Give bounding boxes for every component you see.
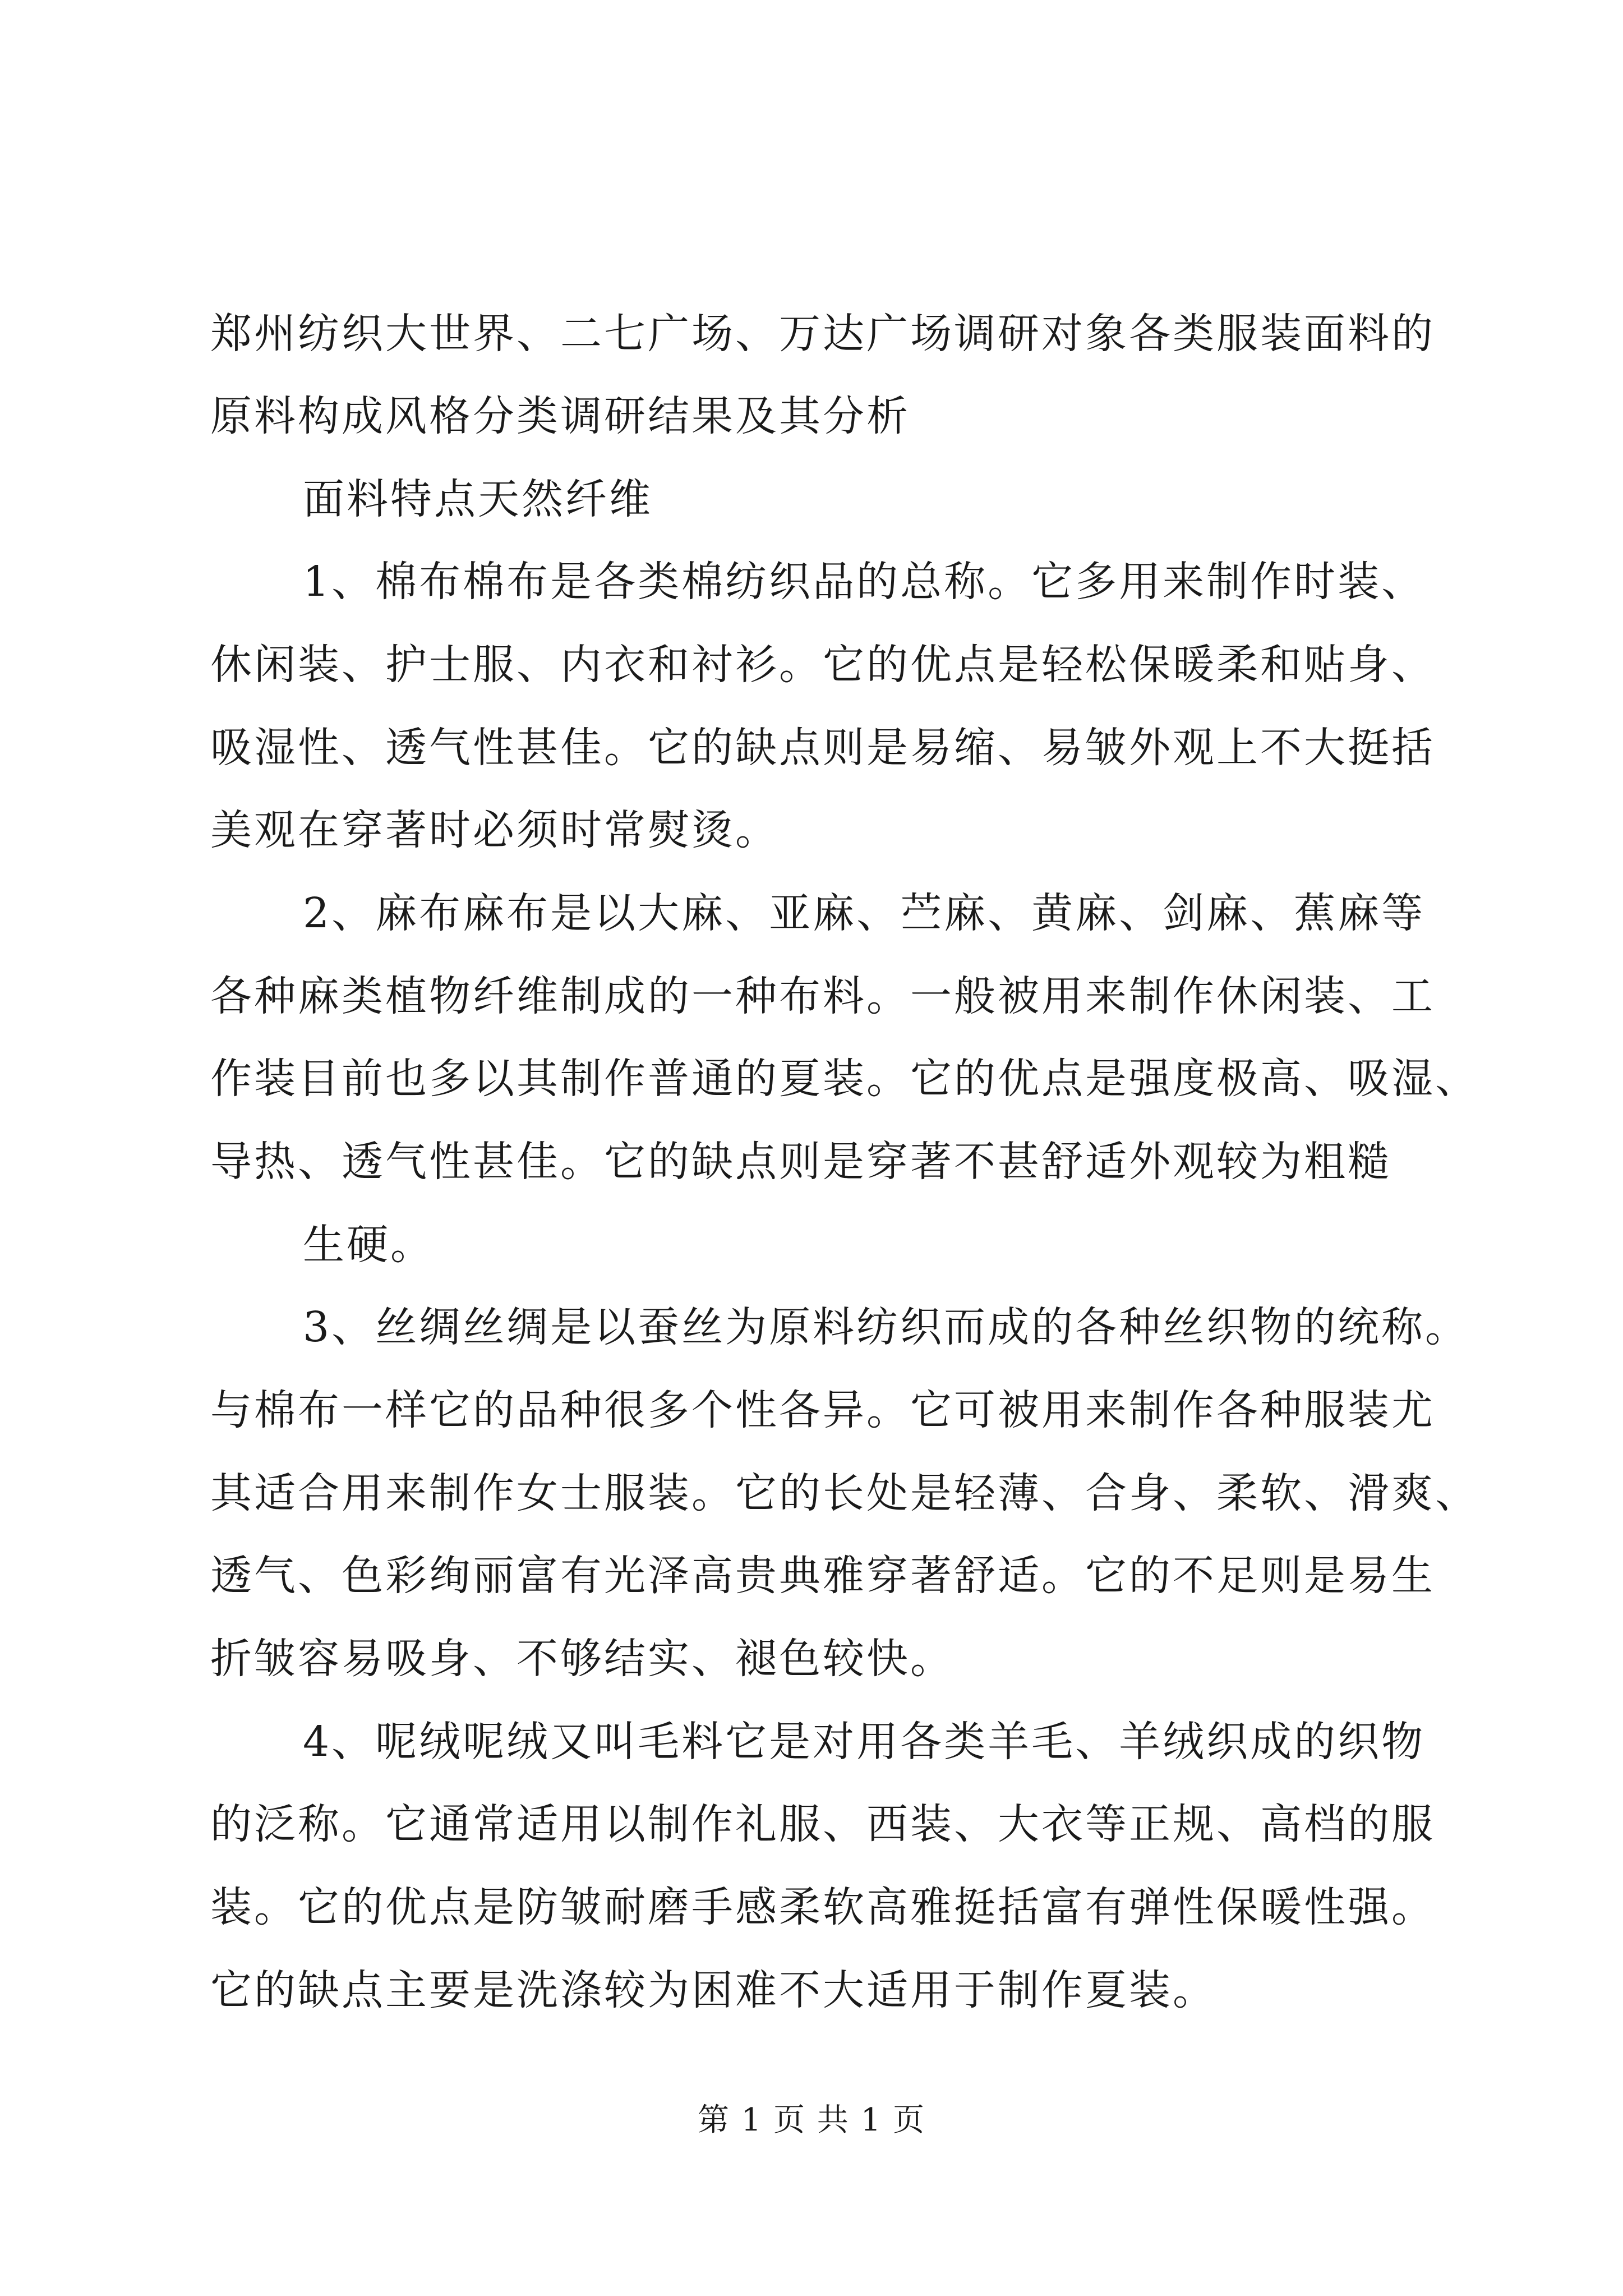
paragraph-3-line-4: 透气、色彩绚丽富有光泽高贵典雅穿著舒适。它的不足则是易生 (210, 1552, 1435, 1600)
page-number-footer: 第 1 页 共 1 页 (697, 2102, 926, 2138)
paragraph-4-line-3: 装。它的优点是防皱耐磨手感柔软高雅挺括富有弹性保暖性强。 (210, 1883, 1435, 1931)
paragraph-4-line-1: 4、呢绒呢绒又叫毛料它是对用各类羊毛、羊绒织成的织物 (303, 1718, 1426, 1766)
paragraph-1-line-4: 美观在穿著时必须时常熨烫。 (210, 806, 779, 854)
document-title-line-1: 郑州纺织大世界、二七广场、万达广场调研对象各类服装面料的 (210, 310, 1435, 358)
paragraph-2-line-1: 2、麻布麻布是以大麻、亚麻、苎麻、黄麻、剑麻、蕉麻等 (303, 889, 1426, 937)
paragraph-2-line-3: 作装目前也多以其制作普通的夏装。它的优点是强度极高、吸湿、 (210, 1055, 1479, 1103)
paragraph-2-line-5: 生硬。 (303, 1221, 434, 1269)
paragraph-3-line-1: 3、丝绸丝绸是以蚕丝为原料纺织而成的各种丝织物的统称。 (303, 1303, 1469, 1351)
paragraph-3-line-3: 其适合用来制作女士服装。它的长处是轻薄、合身、柔软、滑爽、 (210, 1469, 1479, 1517)
paragraph-1-line-2: 休闲装、护士服、内衣和衬衫。它的优点是轻松保暖柔和贴身、 (210, 641, 1435, 689)
paragraph-3-line-5: 折皱容易吸身、不够结实、褪色较快。 (210, 1635, 954, 1683)
paragraph-1-line-1: 1、棉布棉布是各类棉纺织品的总称。它多用来制作时装、 (303, 558, 1426, 606)
paragraph-4-line-4: 它的缺点主要是洗涤较为困难不大适用于制作夏装。 (210, 1966, 1216, 2014)
paragraph-1-line-3: 吸湿性、透气性甚佳。它的缺点则是易缩、易皱外观上不大挺括 (210, 724, 1435, 772)
paragraph-2-line-2: 各种麻类植物纤维制成的一种布料。一般被用来制作休闲装、工 (210, 972, 1435, 1020)
paragraph-4-line-2: 的泛称。它通常适用以制作礼服、西装、大衣等正规、高档的服 (210, 1800, 1435, 1848)
document-title-line-2: 原料构成风格分类调研结果及其分析 (210, 392, 910, 440)
paragraph-3-line-2: 与棉布一样它的品种很多个性各异。它可被用来制作各种服装尤 (210, 1386, 1435, 1434)
paragraph-2-line-4: 导热、透气性甚佳。它的缺点则是穿著不甚舒适外观较为粗糙 (210, 1138, 1391, 1186)
section-heading: 面料特点天然纤维 (303, 475, 653, 523)
